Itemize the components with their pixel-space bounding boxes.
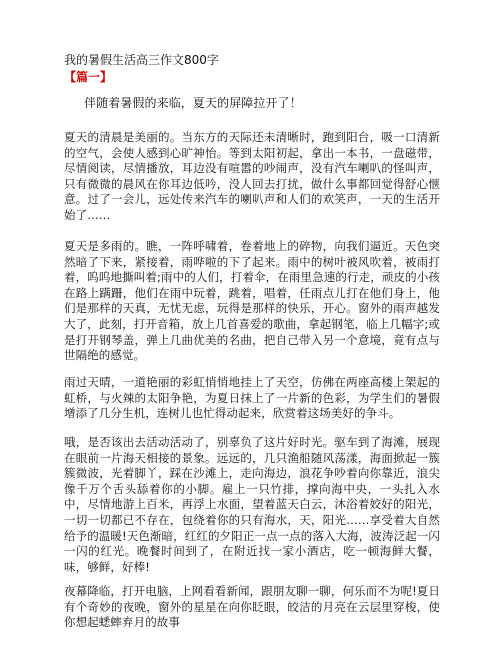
paragraph-beach: 哦，是否该出去活动活动了，别辜负了这片好时光。驱车到了海滩，展现在眼前一片海天相接的景象。远远的，几只渔船随风荡漾，海面掀起一簇簇微波，光着脚丫，踩在沙滩上，走向海边，浪花争吵着向你靠近，浪尖像千万个舌头舔着你的小脚。雇上一只竹排，撑向海中央，一头扎入水中，尽情地游上百米，再浮上水面，望着蓝天白云，沐浴着姣好的阳光，一切一切都已不存在，包绕着你的只有海水，天，阳光……享受着大自然给予的温暖!天色渐暗，红红的夕阳正一点一点的落入大海，波涛泛起一闪一闪的红光。晚餐时间到了，在附近找一家小酒店，吃一顿海鲜大餐，味，够鲜，好棒!	[64, 435, 440, 574]
paragraph-morning: 夏天的清晨是美丽的。当东方的天际还未清晰时，跑到阳台，吸一口清新的空气，会使人感到心旷神怡。等到太阳初起，拿出一本书，一盘磁带，尽情阅读，尽情播放，耳边没有喧嚣的吵闹声，没有汽车喇叭的怪叫声，只有微微的晨风在你耳边低吟，没人回去打扰，做什么事都回觉得舒心惬意。过了一会儿，远处传来汽车的喇叭声和人们的欢笑声，一天的生活开始了……	[64, 130, 440, 222]
paragraph-intro: 伴随着暑假的来临，夏天的屏障拉开了！	[84, 96, 302, 110]
paragraph-rainbow: 雨过天晴，一道艳丽的彩虹悄悄地挂上了天空，仿佛在两座高楼上架起的虹桥，与火辣的太阳争艳，为夏日抹上了一片新的色彩，为学生们的暑假增添了几分生机，连树儿也忙得动起来，欣赏着这场美好的争斗。	[64, 375, 440, 421]
section-heading: 【篇一】	[64, 70, 113, 84]
paragraph-rain: 夏天是多雨的。瞧，一阵呼啸着，卷着地上的碎物，向我们逼近。天色突然暗了下来，紧接着，雨哗啦的下了起来。雨中的树叶被风吹着，被雨打着，呜呜地撕叫着;雨中的人们，打着伞，在雨里急速的行走，顽皮的小孩在路上蹒跚，他们在雨中玩着，跳着，唱着，任雨点儿打在他们身上，他们是那样的天真，无忧无虑，玩得是那样的快乐，开心。窗外的雨声越发大了，此刻，打开音箱，放上几首喜爱的歌曲，拿起钢笔，临上几幅字;或是打开钢琴盖，弹上几曲优美的名曲，把自己带入另一个意境，竟有点与世隔绝的感觉。	[64, 239, 440, 363]
document-title: 我的暑假生活高三作文800字	[64, 53, 219, 67]
paragraph-night: 夜幕降临，打开电脑，上网看看新闻，跟朋友聊一聊，何乐而不为呢!夏日有个奇妙的夜晚，窗外的星星在向你眨眼，皎洁的月亮在云层里穿梭，使你想起蟋蟀弃月的故事	[64, 584, 440, 630]
